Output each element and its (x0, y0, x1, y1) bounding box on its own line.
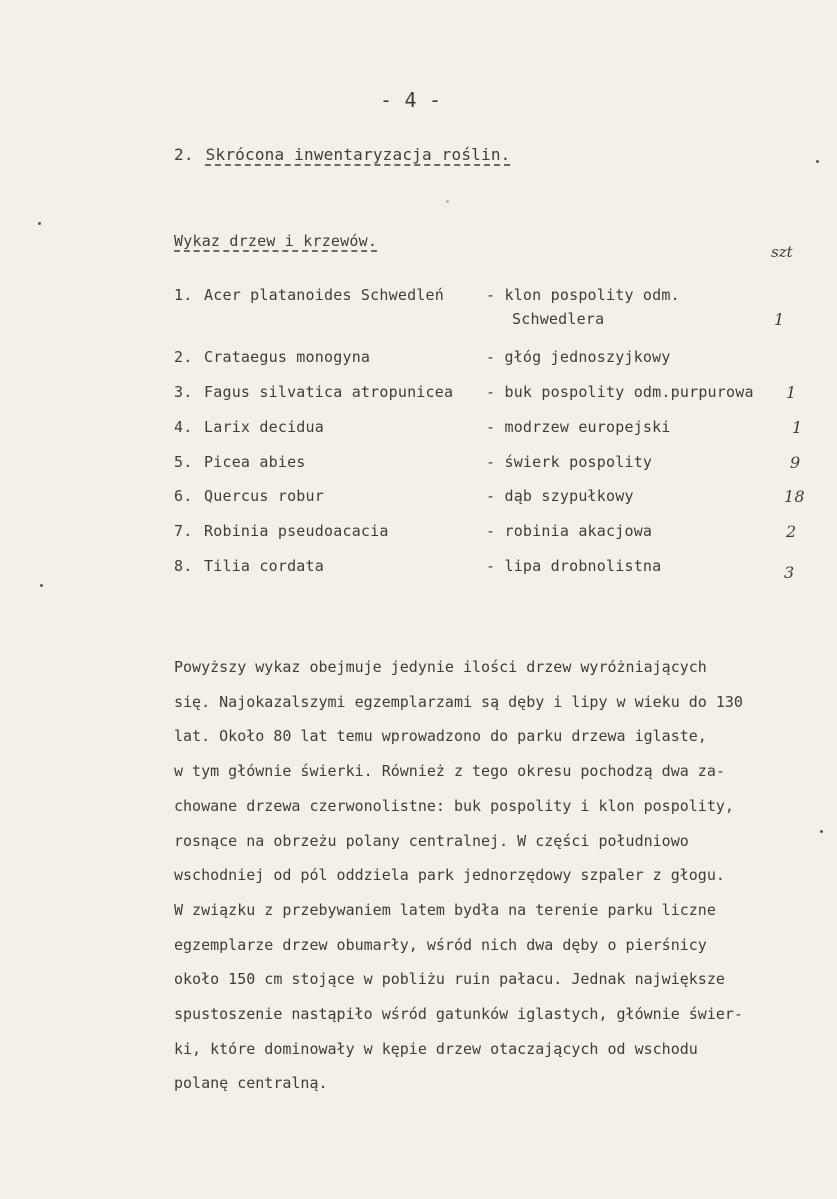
paragraph-line: polanę centralną. (174, 1074, 328, 1093)
paragraph-line: się. Najokazalszymi egzemplarzami są dęby i lipy w wieku do 130 (174, 692, 743, 711)
tree-polish-name (486, 453, 652, 471)
section-title: Skrócona inwentaryzacja roślin. (205, 145, 511, 164)
paper-speck (816, 160, 819, 163)
tree-latin-name: Tilia cordata (204, 557, 324, 575)
paragraph-line: lat. Około 80 lat temu wprowadzono do parku drzewa iglaste, (174, 727, 707, 746)
section-number: 2. (174, 145, 194, 164)
unit-header: szt (771, 243, 793, 261)
paragraph-line: W związku z przebywaniem latem bydła na terenie parku liczne (174, 900, 716, 919)
tree-separator: - (486, 522, 496, 540)
tree-index: 5. (174, 453, 193, 471)
paragraph-line: w tym głównie świerki. Również z tego okresu pochodzą dwa za- (174, 762, 725, 781)
tree-polish-text: dąb szypułkowy (504, 487, 634, 505)
tree-count: 1 (792, 418, 803, 437)
tree-polish-text: klon pospolity odm. (504, 286, 680, 304)
paragraph-line: chowane drzewa czerwonolistne: buk pospolity i klon pospolity, (174, 796, 734, 815)
tree-polish-text: modrzew europejski (504, 418, 671, 436)
tree-separator: - (486, 418, 496, 436)
tree-row (174, 453, 814, 477)
tree-polish-name-cont: Schwedlera (512, 310, 605, 328)
tree-polish-text: głóg jednoszyjkowy (504, 348, 671, 366)
tree-polish-name (486, 418, 671, 436)
tree-row (174, 557, 814, 581)
tree-polish-name (486, 557, 661, 575)
tree-count: 9 (790, 453, 801, 472)
tree-latin-name: Crataegus monogyna (204, 348, 371, 366)
tree-row (174, 383, 814, 407)
tree-polish-name (486, 348, 671, 366)
tree-latin-name: Acer platanoides Schwedleń (204, 286, 444, 304)
tree-latin-name: Robinia pseudoacacia (204, 522, 389, 540)
tree-latin-name: Larix decidua (204, 418, 324, 436)
tree-row (174, 286, 814, 329)
tree-index: 8. (174, 557, 193, 575)
paper-speck (40, 584, 43, 587)
page-number: - 4 - (380, 88, 442, 112)
tree-row (174, 348, 814, 372)
paragraph-line: spustoszenie nastąpiło wśród gatunków iglastych, głównie świer- (174, 1005, 743, 1024)
paragraph-line: rosnące na obrzeżu polany centralnej. W części południowo (174, 831, 689, 850)
paragraph-line: egzemplarze drzew obumarły, wśród nich dwa dęby o pierśnicy (174, 935, 707, 954)
tree-polish-name (486, 286, 680, 304)
paragraph-line: około 150 cm stojące w pobliżu ruin pałacu. Jednak największe (174, 970, 725, 989)
body-paragraph (174, 650, 814, 1101)
paragraph-line: wschodniej od pól oddziela park jednorzędowy szpaler z głogu. (174, 866, 725, 885)
tree-polish-name (486, 487, 634, 505)
tree-separator: - (486, 348, 496, 366)
paper-speck (38, 222, 41, 225)
tree-count: 2 (786, 522, 797, 541)
tree-count: 1 (774, 310, 785, 329)
tree-count: 18 (784, 487, 805, 506)
paragraph-line: Powyższy wykaz obejmuje jedynie ilości drzew wyróżniających (174, 658, 707, 676)
tree-polish-text: lipa drobnolistna (504, 557, 662, 575)
tree-count: 1 (786, 383, 797, 402)
tree-row (174, 418, 814, 442)
paper-speck (446, 200, 449, 203)
tree-polish-text: buk pospolity odm.purpurowa (504, 383, 754, 401)
tree-polish-name (486, 522, 652, 540)
tree-count: 3 (784, 563, 795, 582)
tree-separator: - (486, 453, 496, 471)
tree-separator: - (486, 487, 496, 505)
tree-index: 4. (174, 418, 193, 436)
tree-separator: - (486, 383, 496, 401)
tree-latin-name: Fagus silvatica atropunicea (204, 383, 454, 401)
tree-separator: - (486, 557, 496, 575)
tree-polish-text: świerk pospolity (504, 453, 653, 471)
paper-speck (820, 830, 823, 833)
tree-polish-text: robinia akacjowa (504, 522, 653, 540)
tree-index: 2. (174, 348, 193, 366)
tree-latin-name: Picea abies (204, 453, 306, 471)
tree-index: 6. (174, 487, 193, 505)
tree-latin-name: Quercus robur (204, 487, 324, 505)
section-heading (174, 145, 511, 164)
list-heading: Wykaz drzew i krzewów. (174, 232, 378, 250)
tree-index: 1. (174, 286, 193, 304)
paragraph-line: ki, które dominowały w kępie drzew otaczających od wschodu (174, 1039, 698, 1058)
tree-polish-name (486, 383, 754, 401)
tree-row (174, 487, 814, 511)
tree-index: 3. (174, 383, 193, 401)
tree-separator: - (486, 286, 496, 304)
tree-index: 7. (174, 522, 193, 540)
tree-row (174, 522, 814, 546)
